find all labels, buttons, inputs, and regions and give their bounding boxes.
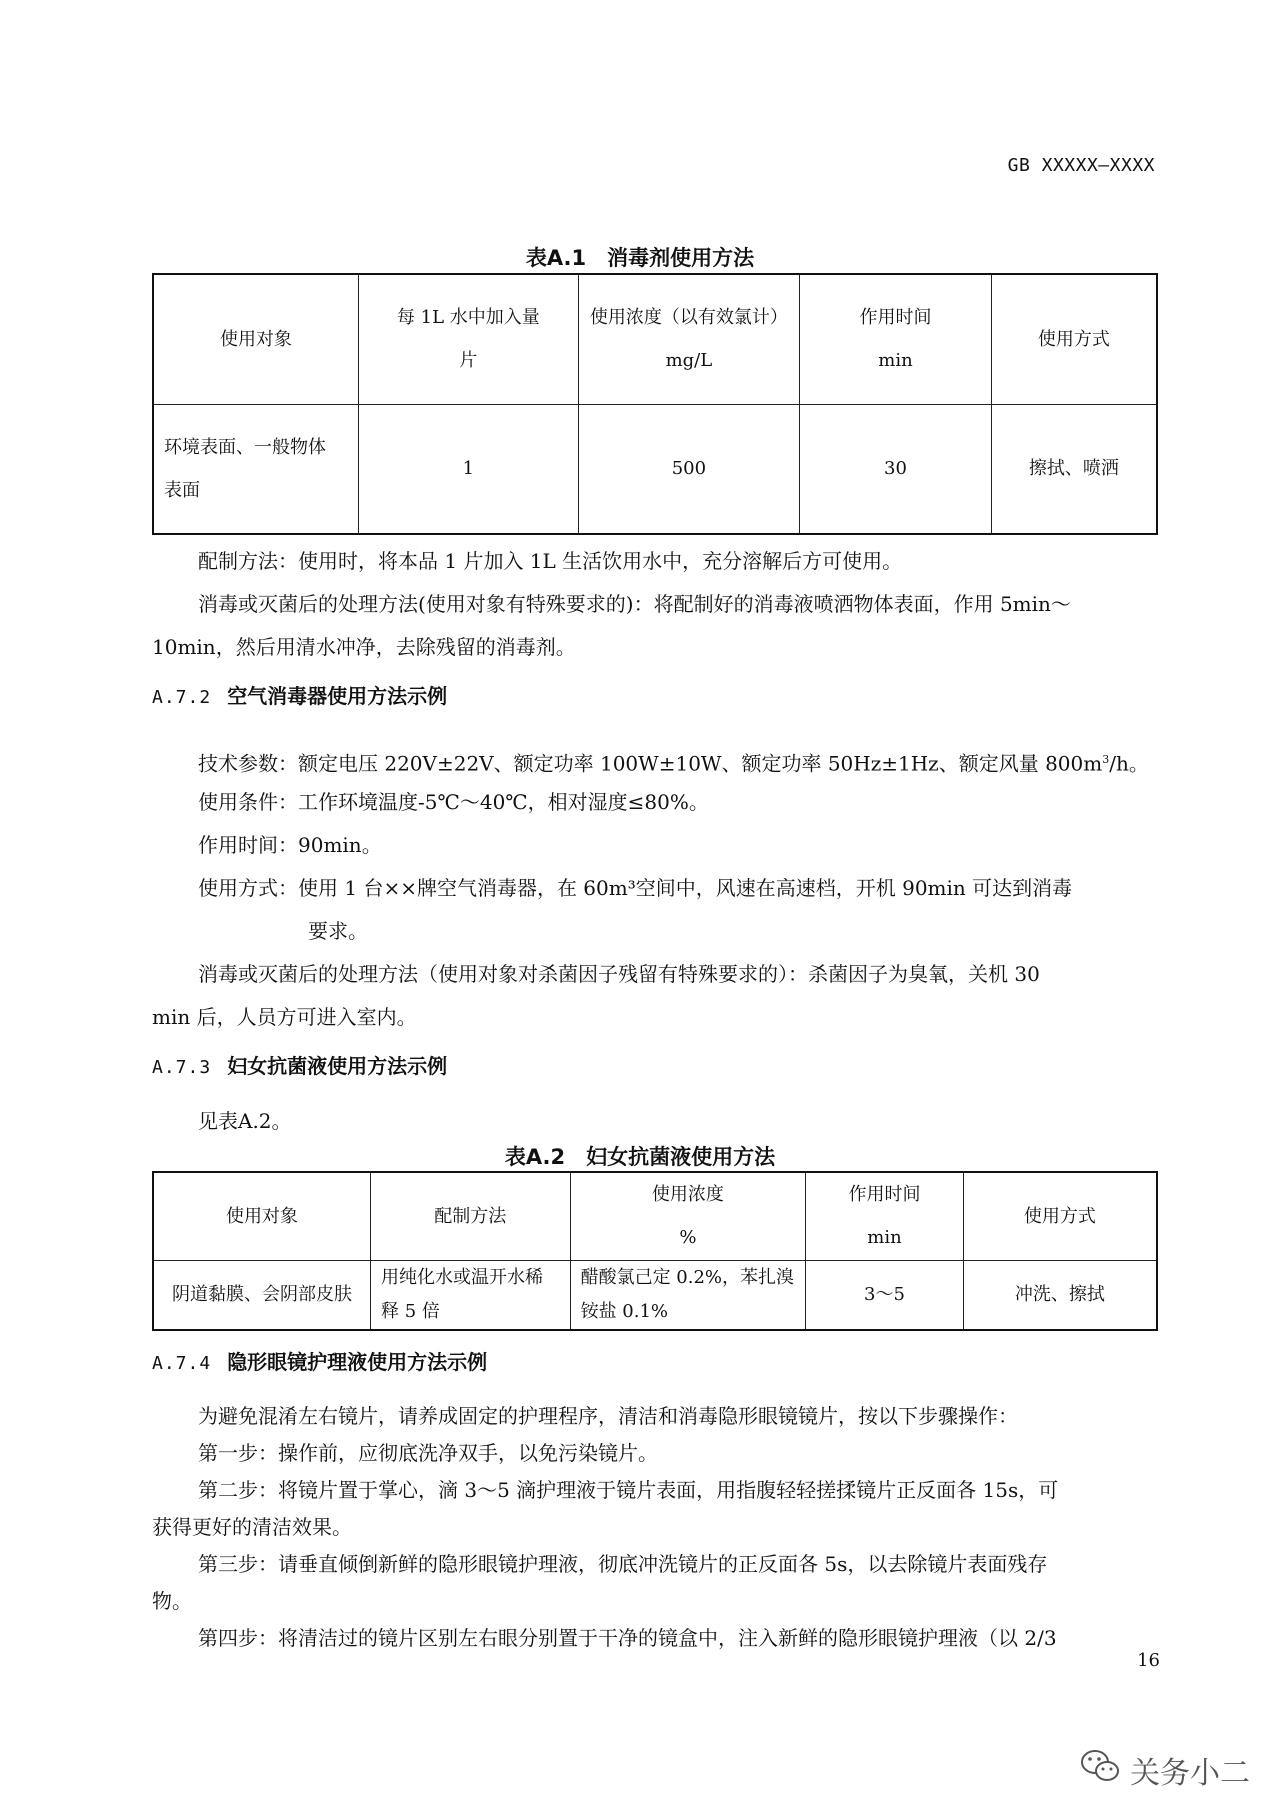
section-number: A.7.2 <box>152 687 212 708</box>
table2-cell: 阴道黏膜、会阴部皮肤 <box>153 1260 371 1330</box>
table1-header-cell: 使用浓度（以有效氯计） mg/L <box>578 274 800 404</box>
paragraph: 物。 <box>152 1589 192 1613</box>
table2 <box>152 1171 1158 1331</box>
paragraph: 消毒或灭菌后的处理方法（使用对象对杀菌因子残留有特殊要求的）：杀菌因子为臭氧，关机 30 <box>198 962 1040 986</box>
paragraph: 配制方法：使用时，将本品 1 片加入 1L 生活饮用水中，充分溶解后方可使用。 <box>198 549 903 573</box>
table1-cell: 500 <box>578 404 800 534</box>
paragraph: 使用方式：使用 1 台××牌空气消毒器，在 60m³空间中，风速在高速档，开机 90min 可达到消毒 <box>198 876 1073 900</box>
table1-header-cell: 使用方式 <box>991 274 1157 404</box>
section-heading <box>152 1346 487 1375</box>
paragraph: 第三步：请垂直倾倒新鲜的隐形眼镜护理液，彻底冲洗镜片的正反面各 5s，以去除镜片表面残存 <box>198 1552 1048 1576</box>
section-number: A.7.4 <box>152 1353 212 1374</box>
table2-cell: 用纯化水或温开水稀 释 5 倍 <box>371 1260 571 1330</box>
paragraph: 要求。 <box>308 919 368 943</box>
table2-header-cell: 使用方式 <box>963 1172 1157 1260</box>
table2-header-row <box>153 1172 1157 1260</box>
table1-header-cell: 每 1L 水中加入量 片 <box>359 274 579 404</box>
table1-header-cell: 使用对象 <box>153 274 359 404</box>
table1-row <box>153 404 1157 534</box>
section-number: A.7.3 <box>152 1057 212 1078</box>
table2-cell: 3～5 <box>806 1260 964 1330</box>
table2-header-cell: 使用对象 <box>153 1172 371 1260</box>
table2-cell: 醋酸氯己定 0.2%，苯扎溴 铵盐 0.1% <box>570 1260 806 1330</box>
page-number: 16 <box>1137 1650 1160 1671</box>
document-code: GB XXXXX—XXXX <box>1007 155 1155 176</box>
paragraph: 第一步：操作前，应彻底洗净双手，以免污染镜片。 <box>198 1441 658 1465</box>
paragraph: 消毒或灭菌后的处理方法(使用对象有特殊要求的)：将配制好的消毒液喷洒物体表面，作用 5min～ <box>198 592 1071 616</box>
wechat-icon <box>1080 1748 1120 1792</box>
section-heading <box>152 1050 447 1079</box>
table2-caption: 表A.2 妇女抗菌液使用方法 <box>504 1145 776 1169</box>
table1-header-row <box>153 274 1157 404</box>
table1 <box>152 273 1158 535</box>
table1-cell: 环境表面、一般物体 表面 <box>153 404 359 534</box>
section-title: 空气消毒器使用方法示例 <box>227 684 448 708</box>
paragraph: 获得更好的清洁效果。 <box>152 1515 352 1539</box>
paragraph: 第四步：将清洁过的镜片区别左右眼分别置于干净的镜盒中，注入新鲜的隐形眼镜护理液（以 2/3 <box>198 1626 1057 1650</box>
paragraph: min 后，人员方可进入室内。 <box>152 1005 417 1029</box>
watermark-text: 关务小二 <box>1130 1756 1250 1791</box>
table1-cell: 擦拭、喷洒 <box>991 404 1157 534</box>
watermark <box>1080 1748 1250 1792</box>
paragraph: 10min，然后用清水冲净，去除残留的消毒剂。 <box>152 635 576 659</box>
table1-cell: 1 <box>359 404 579 534</box>
table1-caption: 表A.1 消毒剂使用方法 <box>525 246 755 270</box>
paragraph: 第二步：将镜片置于掌心，滴 3～5 滴护理液于镜片表面，用指腹轻轻搓揉镜片正反面各 15s，可 <box>198 1478 1059 1502</box>
section-title: 妇女抗菌液使用方法示例 <box>227 1054 448 1078</box>
table2-header-cell: 配制方法 <box>371 1172 571 1260</box>
table2-header-cell: 作用时间 min <box>806 1172 964 1260</box>
table2-header-cell: 使用浓度 % <box>570 1172 806 1260</box>
table2-cell: 冲洗、擦拭 <box>963 1260 1157 1330</box>
paragraph: 使用条件：工作环境温度-5℃～40℃，相对湿度≤80%。 <box>198 790 709 814</box>
paragraph: 见表A.2。 <box>198 1109 292 1133</box>
paragraph: 技术参数：额定电压 220V±22V、额定功率 100W±10W、额定功率 50Hz±1Hz、额定风量 $800m^3/h$。 <box>198 751 1149 776</box>
paragraph: 为避免混淆左右镜片，请养成固定的护理程序，清洁和消毒隐形眼镜镜片，按以下步骤操作： <box>198 1404 1018 1428</box>
table1-header-cell: 作用时间 min <box>800 274 992 404</box>
paragraph: 作用时间：90min。 <box>198 833 382 857</box>
section-heading <box>152 680 447 709</box>
table2-row <box>153 1260 1157 1330</box>
section-title: 隐形眼镜护理液使用方法示例 <box>227 1350 488 1374</box>
table1-cell: 30 <box>800 404 992 534</box>
